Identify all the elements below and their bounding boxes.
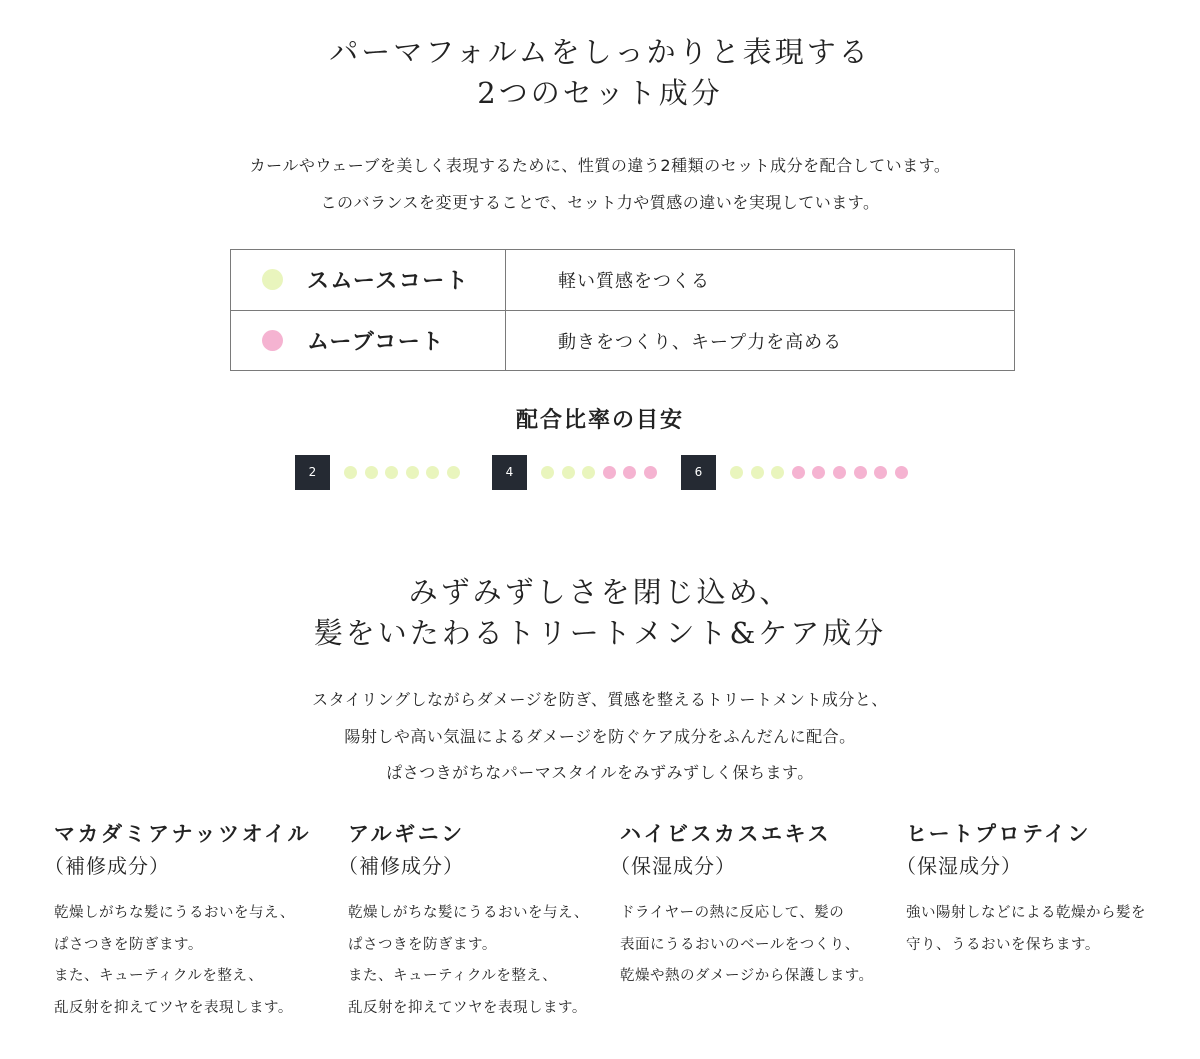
smooth-coat-dot-icon xyxy=(541,466,554,479)
ingredient-category: （補修成分） xyxy=(338,854,464,878)
smooth-coat-dot-icon xyxy=(730,466,743,479)
description-line: 乾燥や熱のダメージから保護します。 xyxy=(620,968,874,984)
ingredient-hibiscus xyxy=(610,818,874,993)
heading-line: みずみずしさを閉じ込め、 xyxy=(408,575,792,609)
description-line: 乱反射を抑えてツヤを表現します。 xyxy=(348,999,587,1016)
move-coat-dot-icon xyxy=(603,466,616,479)
ratio-dots xyxy=(541,466,665,479)
description-line: 表面にうるおいのベールをつくり、 xyxy=(620,936,860,953)
ratio-number-badge: 4 xyxy=(492,455,527,490)
component-name-cell xyxy=(231,311,506,371)
ingredient-description xyxy=(620,898,874,993)
ratio-title: 配合比率の目安 xyxy=(515,407,684,433)
lead-line: ぱさつきがちなパーマスタイルをみずみずしく保ちます。 xyxy=(386,763,814,782)
ingredient-description xyxy=(348,898,589,1024)
component-name: スムースコート xyxy=(307,269,470,294)
ingredient-description xyxy=(906,898,1146,961)
treatment-care-heading xyxy=(0,572,1200,654)
smooth-coat-dot-icon xyxy=(751,466,764,479)
ingredient-category: （保湿成分） xyxy=(896,854,1022,878)
description-line: 守り、うるおいを保ちます。 xyxy=(906,936,1100,953)
ratio-number-badge: 2 xyxy=(295,455,330,490)
heading-line: パーマフォルムをしっかりと表現する xyxy=(329,35,871,69)
ingredient-arginine xyxy=(338,818,589,1024)
heading-line: 髪をいたわるトリートメント&ケア成分 xyxy=(313,616,887,650)
description-line: また、キューティクルを整え、 xyxy=(54,968,264,984)
table-row xyxy=(231,250,1014,311)
description-line: ぱさつきを防ぎます。 xyxy=(348,936,497,953)
move-coat-dot-icon xyxy=(262,330,283,351)
ingredient-name: マカダミアナッツオイル xyxy=(54,821,312,846)
lead-line: スタイリングしながらダメージを防ぎ、質感を整えるトリートメント成分と、 xyxy=(312,690,888,709)
smooth-coat-dot-icon xyxy=(344,466,357,479)
component-description: 動きをつくり、キープ力を高める xyxy=(558,332,843,353)
smooth-coat-dot-icon xyxy=(406,466,419,479)
smooth-coat-dot-icon xyxy=(385,466,398,479)
ingredient-name: ヒートプロテイン xyxy=(906,821,1092,846)
lead-line: 陽射しや高い気温によるダメージを防ぐケア成分をふんだんに配合。 xyxy=(344,726,856,746)
lead-line: カールやウェーブを美しく表現するために、性質の違う2種類のセット成分を配合しています。 xyxy=(249,156,951,175)
ratio-number-badge: 6 xyxy=(681,455,716,490)
table-row xyxy=(231,311,1014,371)
component-description: 軽い質感をつくる xyxy=(558,271,710,292)
ingredient-category: （補修成分） xyxy=(44,854,170,878)
move-coat-dot-icon xyxy=(812,466,825,479)
ratio-dots xyxy=(344,466,468,479)
move-coat-dot-icon xyxy=(644,466,657,479)
move-coat-dot-icon xyxy=(623,466,636,479)
description-line: 乱反射を抑えてツヤを表現します。 xyxy=(54,999,293,1016)
ingredient-heat-protein xyxy=(896,818,1146,961)
ingredient-macadamia xyxy=(44,818,312,1024)
component-name: ムーブコート xyxy=(307,330,445,355)
move-coat-dot-icon xyxy=(792,466,805,479)
description-line: また、キューティクルを整え、 xyxy=(348,968,558,984)
lead-line: このバランスを変更することで、セット力や質感の違いを実現しています。 xyxy=(320,193,880,212)
move-coat-dot-icon xyxy=(854,466,867,479)
set-component-table xyxy=(230,249,1015,371)
ingredient-name: アルギニン xyxy=(348,821,465,846)
description-line: 強い陽射しなどによる乾燥から髪を xyxy=(906,905,1146,921)
set-ingredients-lead xyxy=(0,147,1200,221)
move-coat-dot-icon xyxy=(895,466,908,479)
treatment-care-lead xyxy=(0,682,1200,792)
smooth-coat-dot-icon xyxy=(582,466,595,479)
description-line: ドライヤーの熱に反応して、髪の xyxy=(620,905,845,921)
component-name-cell xyxy=(231,250,506,310)
set-ingredients-heading xyxy=(0,32,1200,114)
description-line: ぱさつきを防ぎます。 xyxy=(54,936,203,953)
smooth-coat-dot-icon xyxy=(771,466,784,479)
move-coat-dot-icon xyxy=(833,466,846,479)
move-coat-dot-icon xyxy=(874,466,887,479)
smooth-coat-dot-icon xyxy=(365,466,378,479)
smooth-coat-dot-icon xyxy=(262,269,283,290)
heading-line: 2つのセット成分 xyxy=(477,76,723,110)
ingredient-name: ハイビスカスエキス xyxy=(620,821,832,846)
description-line: 乾燥しがちな髪にうるおいを与え、 xyxy=(54,905,295,921)
ingredient-description xyxy=(54,898,311,1024)
description-line: 乾燥しがちな髪にうるおいを与え、 xyxy=(348,905,589,921)
ratio-dots xyxy=(730,466,915,479)
smooth-coat-dot-icon xyxy=(562,466,575,479)
smooth-coat-dot-icon xyxy=(426,466,439,479)
smooth-coat-dot-icon xyxy=(447,466,460,479)
ingredient-category: （保湿成分） xyxy=(610,854,736,878)
